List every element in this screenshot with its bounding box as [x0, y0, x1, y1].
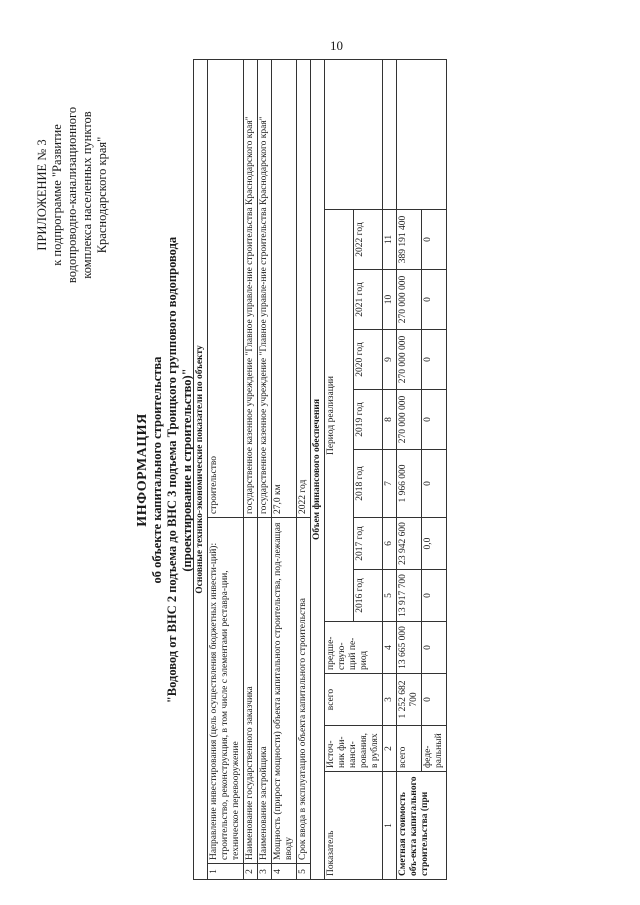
col-number: 1	[383, 772, 397, 880]
col-number: 9	[383, 330, 397, 390]
fin-row	[397, 59, 422, 879]
param-row	[258, 59, 272, 879]
fin-year-value: 0,0	[422, 518, 447, 570]
fin-year-value: 389 191 400	[397, 210, 422, 270]
title-line: ИНФОРМАЦИЯ	[135, 413, 150, 527]
param-label: Мощность (прирост мощности) объекта капитального строительства, под-лежащая вводу	[272, 518, 297, 864]
col-number-spacer	[383, 59, 397, 209]
param-number: 2	[244, 864, 258, 880]
param-row	[208, 59, 244, 879]
page-number: 10	[330, 38, 343, 53]
fin-source: всего	[397, 726, 422, 772]
fin-year-value: 13 917 700	[397, 570, 422, 622]
param-number: 5	[297, 864, 311, 880]
col-number: 11	[383, 210, 397, 270]
document-title	[135, 120, 195, 820]
fin-year-value: 23 942 600	[397, 518, 422, 570]
col-number: 7	[383, 450, 397, 518]
fin-spacer	[397, 59, 447, 209]
header-year: 2020 год	[354, 330, 383, 390]
col-number: 2	[383, 726, 397, 772]
header-spacer	[325, 59, 383, 209]
appendix-line: Краснодарского края"	[95, 136, 109, 254]
fin-prior: 13 665 000	[397, 622, 422, 674]
header-prior-period: предше-ствую-щий пе-риод	[325, 622, 383, 674]
col-number: 4	[383, 622, 397, 674]
header-year: 2018 год	[354, 450, 383, 518]
fin-year-value: 0	[422, 330, 447, 390]
header-year: 2017 год	[354, 518, 383, 570]
col-number: 8	[383, 390, 397, 450]
param-value: 27,0 км	[272, 59, 297, 517]
section-title: Объем финансового обеспечения	[311, 59, 325, 879]
fin-total: 1 252 682 700	[397, 674, 422, 726]
fin-total: 0	[422, 674, 447, 726]
fin-year-value: 270 000 000	[397, 330, 422, 390]
col-number: 10	[383, 270, 397, 330]
appendix-line: комплекса населенных пунктов	[80, 111, 94, 279]
fin-year-value: 0	[422, 270, 447, 330]
fin-year-value: 0	[422, 390, 447, 450]
param-label: Наименование застройщика	[258, 518, 272, 864]
col-number: 3	[383, 674, 397, 726]
title-line: об объекте капитального строительства	[150, 356, 164, 584]
title-line: (проектирование и строительство)"	[180, 368, 194, 572]
fin-year-value: 270 000 000	[397, 390, 422, 450]
header-source: Источ-ник фи-нанси-рования, в рублях	[325, 726, 383, 772]
param-label: Наименование государственного заказчика	[244, 518, 258, 864]
fin-year-value: 270 000 000	[397, 270, 422, 330]
fin-year-value: 0	[422, 450, 447, 518]
header-year: 2019 год	[354, 390, 383, 450]
header-year: 2022 год	[354, 210, 383, 270]
appendix-line: водопроводно-канализационного	[65, 106, 79, 284]
appendix-header	[35, 70, 110, 320]
param-value: строительство	[208, 59, 244, 517]
param-row	[272, 59, 297, 879]
header-total: всего	[325, 674, 383, 726]
appendix-line: ПРИЛОЖЕНИЕ № 3	[35, 139, 49, 251]
header-year: 2016 год	[354, 570, 383, 622]
param-number: 1	[208, 864, 244, 880]
rotated-page-content	[35, 60, 635, 880]
fin-year-value: 1 966 000	[397, 450, 422, 518]
col-number: 6	[383, 518, 397, 570]
header-year: 2021 год	[354, 270, 383, 330]
object-info-table	[193, 59, 447, 880]
param-value: государственное казенное учреждение "Главное управле-ние строительства Краснодарского края"	[258, 59, 272, 517]
param-value: государственное казенное учреждение "Главное управле-ние строительства Краснодарского края"	[244, 59, 258, 517]
param-label: Направление инвестирования (цель осуществления бюджетных инвести-ций): строительство, реконструкция, в том числе с элементами реставра-ции, техническое перевооружение	[208, 518, 244, 864]
param-row	[297, 59, 311, 879]
fin-header-row	[325, 59, 354, 879]
param-value: 2022 год	[297, 59, 311, 517]
fin-prior: 0	[422, 622, 447, 674]
fin-year-value: 0	[422, 570, 447, 622]
param-label: Срок ввода в эксплуатацию объекта капитального строительства	[297, 518, 311, 864]
appendix-line: к подпрограмме "Развитие	[50, 124, 64, 266]
col-number: 5	[383, 570, 397, 622]
param-number: 4	[272, 864, 297, 880]
column-number-row	[383, 59, 397, 879]
section-title: Основные технико-экономические показатели по объекту	[194, 59, 208, 879]
header-indicator: Показатель	[325, 772, 383, 880]
fin-year-value: 0	[422, 210, 447, 270]
fin-source: феде-ральный	[422, 726, 447, 772]
fin-indicator: Сметная стоимость объ-екта капитального строительства (при	[397, 772, 447, 880]
param-row	[244, 59, 258, 879]
title-line: "Водовод от ВНС 2 подъема до ВНС 3 подъема Троицкого группового водопровода	[165, 236, 179, 704]
header-period: Период реализации	[325, 210, 354, 622]
param-number: 3	[258, 864, 272, 880]
